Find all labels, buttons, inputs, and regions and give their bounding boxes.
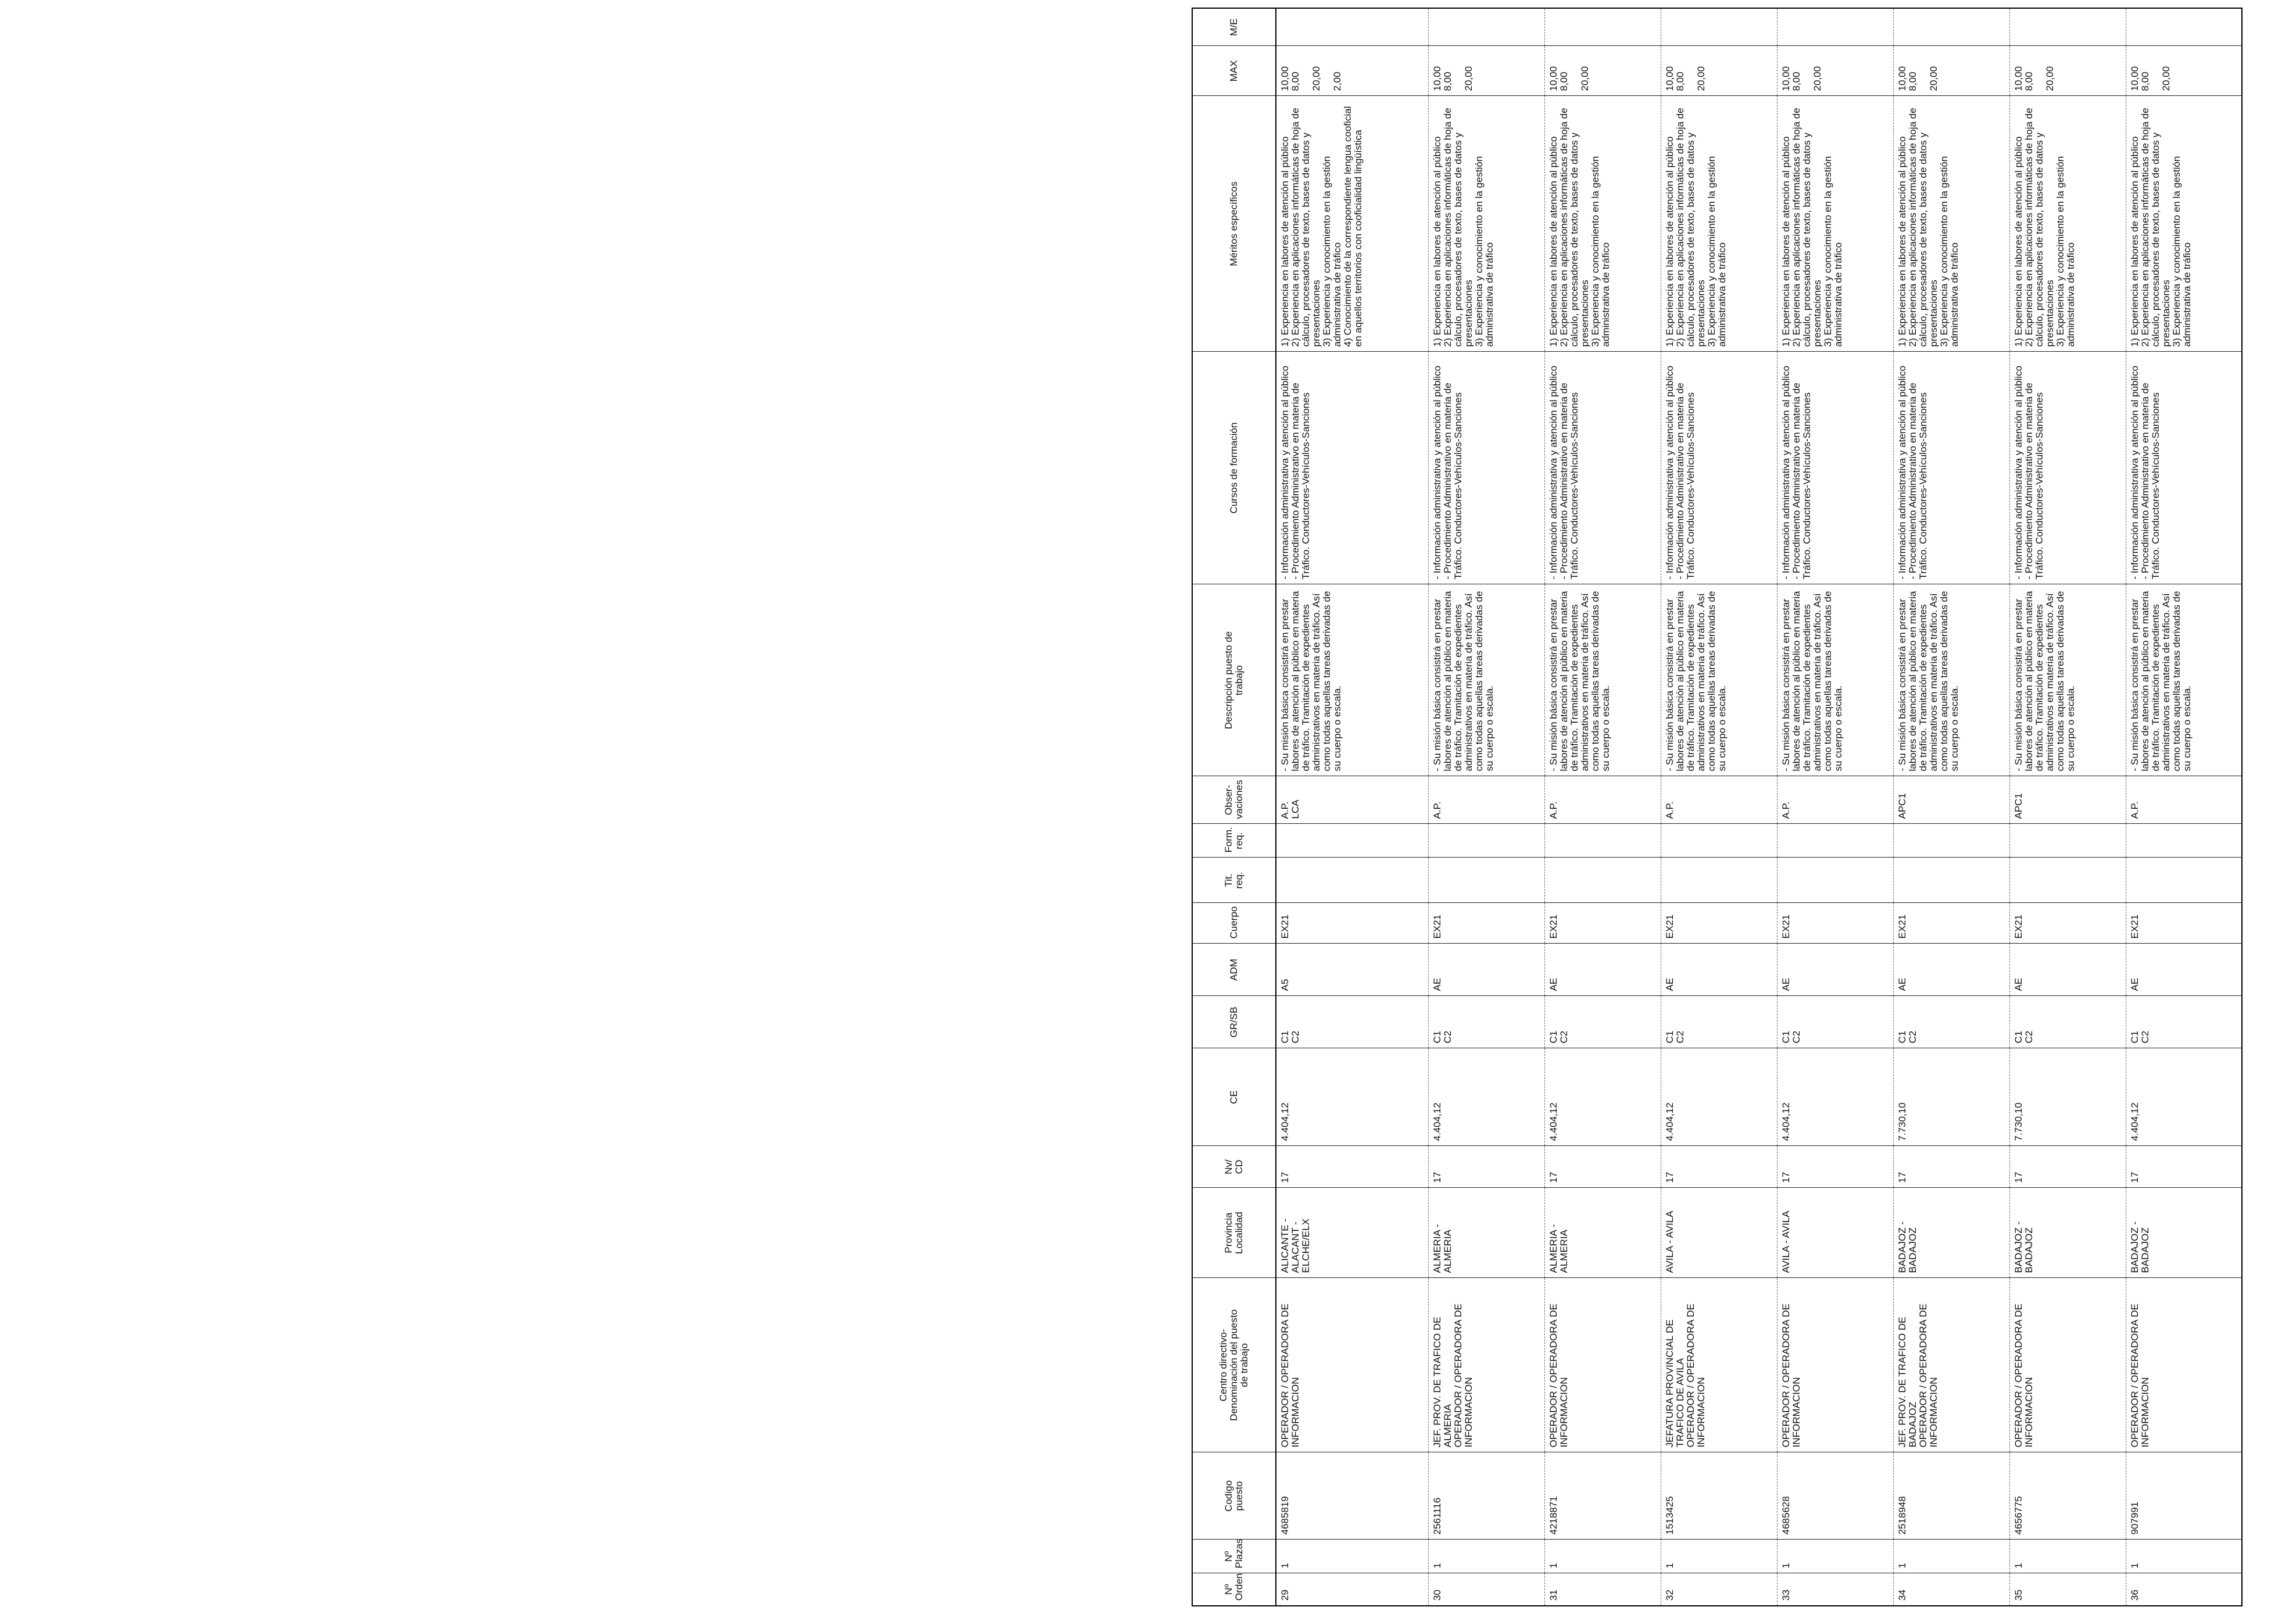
cell-descripcion: - Su misión básica consistirá en prestar labores de atención al público en materia de tráfico. Tramitación de expedientes administrativos en materia de tráfico. Así como todas aquellas tareas derivadas de su cuerpo o escala. [1893,584,2009,776]
cell-obs: A.P. [2126,776,2242,824]
cell-orden: 31 [1544,1573,1661,1606]
table-row [1428,8,1544,1606]
cell-provincia: BADAJOZ - BADAJOZ [2009,1188,2126,1278]
table-row [1777,8,1893,1606]
cell-nivel: 17 [2009,1146,2126,1188]
header-codigo: Codigo puesto [1192,1452,1276,1540]
cell-obs: APC1 [1893,776,2009,824]
header-grsb: GR/SB [1192,996,1276,1048]
position-name: OPERADOR / OPERADORA DE INFORMACION [1780,1304,1802,1448]
cell-cuerpo: EX21 [1661,903,1777,944]
cell-me [2009,8,2126,46]
header-descripcion: Descripción puesto de trabajo [1192,584,1276,776]
cell-form [1661,824,1777,858]
cell-max: 10,00 8,00 20,00 2,00 [1276,46,1428,96]
table-row [1661,8,1777,1606]
cell-max: 10,00 8,00 20,00 [1893,46,2009,96]
cell-cursos: - Información administrativa y atención al público - Procedimiento Administrativo en materia de Tráfico. Conductores-Vehículos-Sanciones [1544,352,1661,584]
cell-obs: A.P. [1544,776,1661,824]
cell-plazas: 1 [1276,1540,1428,1573]
cell-me [1893,8,2009,46]
header-plazas: Nº Plazas [1192,1540,1276,1573]
cell-cuerpo: EX21 [1893,903,2009,944]
cell-nivel: 17 [1777,1146,1893,1188]
table-row [2009,8,2126,1606]
cell-grsb: C1 C2 [1544,996,1661,1048]
cell-centro [1893,1278,2009,1452]
cell-nivel: 17 [2126,1146,2242,1188]
cell-codigo: 2561116 [1428,1452,1544,1540]
cell-grsb: C1 C2 [1428,996,1544,1048]
cell-tit [1661,858,1777,903]
cell-orden: 29 [1276,1573,1428,1606]
cell-plazas: 1 [2009,1540,2126,1573]
cell-nivel: 17 [1893,1146,2009,1188]
cell-centro [1276,1278,1428,1452]
cell-descripcion: - Su misión básica consistirá en prestar labores de atención al público en materia de tráfico. Tramitación de expedientes administrativos en materia de tráfico. Así como todas aquellas tareas derivadas de su cuerpo o escala. [2126,584,2242,776]
header-adm: ADM [1192,944,1276,996]
cell-grsb: C1 C2 [2009,996,2126,1048]
cell-centro [1544,1278,1661,1452]
cell-orden: 30 [1428,1573,1544,1606]
position-name: OPERADOR / OPERADORA DE INFORMACION [1917,1304,1939,1448]
cell-cursos: - Información administrativa y atención al público - Procedimiento Administrativo en materia de Tráfico. Conductores-Vehículos-Sanciones [2009,352,2126,584]
cell-me [1276,8,1428,46]
cell-adm: A5 [1276,944,1428,996]
cell-orden: 36 [2126,1573,2242,1606]
cell-codigo: 4218871 [1544,1452,1661,1540]
cell-centro [1661,1278,1777,1452]
cell-provincia: BADAJOZ - BADAJOZ [1893,1188,2009,1278]
cell-ce: 4.404,12 [1428,1048,1544,1146]
header-tit: Tit. req. [1192,858,1276,903]
cell-cursos: - Información administrativa y atención al público - Procedimiento Administrativo en materia de Tráfico. Conductores-Vehículos-Sanciones [1661,352,1777,584]
cell-adm: AE [1428,944,1544,996]
cell-tit [1777,858,1893,903]
cell-me [1428,8,1544,46]
job-positions-table [1192,8,2243,1606]
position-name: OPERADOR / OPERADORA DE INFORMACION [1685,1304,1707,1448]
header-ce: CE [1192,1048,1276,1146]
cell-tit [1544,858,1661,903]
position-name: OPERADOR / OPERADORA DE INFORMACION [1279,1304,1301,1448]
cell-nivel: 17 [1661,1146,1777,1188]
cell-centro [1428,1278,1544,1452]
cell-ce: 4.404,12 [1276,1048,1428,1146]
cell-adm: AE [1544,944,1661,996]
cell-codigo: 1513425 [1661,1452,1777,1540]
cell-meritos: 1) Experiencia en labores de atención al público 2) Experiencia en aplicaciones informáticas de hoja de cálculo, procesadores de texto, bases de datos y presentaciones 3) Experiencia y conocimiento en la gestión administrativa de tráfico 4) Conocimiento de la correspondiente lengua cooficial en aquellos territorios con cooficialidad lingüística [1276,96,1428,352]
cell-meritos: 1) Experiencia en labores de atención al público 2) Experiencia en aplicaciones informáticas de hoja de cálculo, procesadores de texto, bases de datos y presentaciones 3) Experiencia y conocimiento en la gestión administrativa de tráfico [1777,96,1893,352]
cell-cuerpo: EX21 [1428,903,1544,944]
cell-plazas: 1 [1777,1540,1893,1573]
cell-max: 10,00 8,00 20,00 [1544,46,1661,96]
cell-tit [2126,858,2242,903]
cell-plazas: 1 [1661,1540,1777,1573]
cell-plazas: 1 [2126,1540,2242,1573]
table-row [1276,8,1428,1606]
cell-me [1777,8,1893,46]
cell-meritos: 1) Experiencia en labores de atención al público 2) Experiencia en aplicaciones informáticas de hoja de cálculo, procesadores de texto, bases de datos y presentaciones 3) Experiencia y conocimiento en la gestión administrativa de tráfico [2009,96,2126,352]
cell-grsb: C1 C2 [1661,996,1777,1048]
cell-orden: 33 [1777,1573,1893,1606]
cell-adm: AE [1777,944,1893,996]
cell-nivel: 17 [1544,1146,1661,1188]
table-row [1544,8,1661,1606]
cell-cuerpo: EX21 [1777,903,1893,944]
cell-max: 10,00 8,00 20,00 [1428,46,1544,96]
cell-centro [2009,1278,2126,1452]
cell-form [1428,824,1544,858]
cell-ce: 4.404,12 [1661,1048,1777,1146]
cell-descripcion: - Su misión básica consistirá en prestar labores de atención al público en materia de tráfico. Tramitación de expedientes administrativos en materia de tráfico. Así como todas aquellas tareas derivadas de su cuerpo o escala. [1661,584,1777,776]
cell-provincia: BADAJOZ - BADAJOZ [2126,1188,2242,1278]
cell-cuerpo: EX21 [1276,903,1428,944]
cell-codigo: 4656775 [2009,1452,2126,1540]
cell-ce: 4.404,12 [1544,1048,1661,1146]
position-name: OPERADOR / OPERADORA DE INFORMACION [1452,1304,1474,1448]
cell-form [1777,824,1893,858]
cell-max: 10,00 8,00 20,00 [2126,46,2242,96]
cell-nivel: 17 [1276,1146,1428,1188]
cell-descripcion: - Su misión básica consistirá en prestar labores de atención al público en materia de tráfico. Tramitación de expedientes administrativos en materia de tráfico. Así como todas aquellas tareas derivadas de su cuerpo o escala. [1428,584,1544,776]
header-cursos: Cursos de formación [1192,352,1276,584]
cell-max: 10,00 8,00 20,00 [2009,46,2126,96]
header-row [1192,8,1276,1606]
cell-tit [1893,858,2009,903]
cell-plazas: 1 [1893,1540,2009,1573]
cell-tit [1276,858,1428,903]
cell-codigo: 4685819 [1276,1452,1428,1540]
cell-adm: AE [2009,944,2126,996]
cell-meritos: 1) Experiencia en labores de atención al público 2) Experiencia en aplicaciones informáticas de hoja de cálculo, procesadores de texto, bases de datos y presentaciones 3) Experiencia y conocimiento en la gestión administrativa de tráfico [2126,96,2242,352]
cell-form [1544,824,1661,858]
cell-adm: AE [1661,944,1777,996]
cell-cursos: - Información administrativa y atención al público - Procedimiento Administrativo en materia de Tráfico. Conductores-Vehículos-Sanciones [1276,352,1428,584]
cell-provincia: ALICANTE - ALACANT - ELCHE/ELX [1276,1188,1428,1278]
header-nivel: Nv/ CD [1192,1146,1276,1188]
cell-provincia: AVILA - AVILA [1777,1188,1893,1278]
cell-provincia: ALMERIA - ALMERIA [1544,1188,1661,1278]
cell-centro [1777,1278,1893,1452]
cell-descripcion: - Su misión básica consistirá en prestar labores de atención al público en materia de tráfico. Tramitación de expedientes administrativos en materia de tráfico. Así como todas aquellas tareas derivadas de su cuerpo o escala. [1777,584,1893,776]
cell-provincia: ALMERIA - ALMERIA [1428,1188,1544,1278]
cell-meritos: 1) Experiencia en labores de atención al público 2) Experiencia en aplicaciones informáticas de hoja de cálculo, procesadores de texto, bases de datos y presentaciones 3) Experiencia y conocimiento en la gestión administrativa de tráfico [1661,96,1777,352]
cell-me [1544,8,1661,46]
cell-orden: 34 [1893,1573,2009,1606]
cell-plazas: 1 [1428,1540,1544,1573]
cell-obs: A.P. [1661,776,1777,824]
cell-plazas: 1 [1544,1540,1661,1573]
header-meritos: Méritos específicos [1192,96,1276,352]
cell-form [1276,824,1428,858]
cell-max: 10,00 8,00 20,00 [1777,46,1893,96]
cell-me [1661,8,1777,46]
cell-provincia: AVILA - AVILA [1661,1188,1777,1278]
cell-adm: AE [1893,944,2009,996]
cell-centro [2126,1278,2242,1452]
cell-orden: 32 [1661,1573,1777,1606]
cell-form [2009,824,2126,858]
cell-ce: 4.404,12 [2126,1048,2242,1146]
cell-meritos: 1) Experiencia en labores de atención al público 2) Experiencia en aplicaciones informáticas de hoja de cálculo, procesadores de texto, bases de datos y presentaciones 3) Experiencia y conocimiento en la gestión administrativa de tráfico [1428,96,1544,352]
cell-descripcion: - Su misión básica consistirá en prestar labores de atención al público en materia de tráfico. Tramitación de expedientes administrativos en materia de tráfico. Así como todas aquellas tareas derivadas de su cuerpo o escala. [1276,584,1428,776]
table-body [1276,8,2242,1606]
cell-form [2126,824,2242,858]
position-name: OPERADOR / OPERADORA DE INFORMACION [1547,1304,1569,1448]
cell-ce: 7.730,10 [2009,1048,2126,1146]
header-centro: Centro directivo- Denominación del puesto de trabajo [1192,1278,1276,1452]
cell-descripcion: - Su misión básica consistirá en prestar labores de atención al público en materia de tráfico. Tramitación de expedientes administrativos en materia de tráfico. Así como todas aquellas tareas derivadas de su cuerpo o escala. [2009,584,2126,776]
cell-grsb: C1 C2 [1276,996,1428,1048]
header-orden: Nº Orden [1192,1573,1276,1606]
cell-codigo: 4685628 [1777,1452,1893,1540]
centro-directivo-header: JEF. PROV. DE TRAFICO DE BADAJOZ [1896,1316,1918,1448]
header-form: Form. req. [1192,824,1276,858]
cell-cursos: - Información administrativa y atención al público - Procedimiento Administrativo en materia de Tráfico. Conductores-Vehículos-Sanciones [1777,352,1893,584]
cell-obs: A.P. [1777,776,1893,824]
cell-tit [2009,858,2126,903]
cell-me [2126,8,2242,46]
cell-nivel: 17 [1428,1146,1544,1188]
cell-max: 10,00 8,00 20,00 [1661,46,1777,96]
cell-cursos: - Información administrativa y atención al público - Procedimiento Administrativo en materia de Tráfico. Conductores-Vehículos-Sanciones [1893,352,2009,584]
table-row [2126,8,2242,1606]
cell-descripcion: - Su misión básica consistirá en prestar labores de atención al público en materia de tráfico. Tramitación de expedientes administrativos en materia de tráfico. Así como todas aquellas tareas derivadas de su cuerpo o escala. [1544,584,1661,776]
header-me: M/E [1192,8,1276,46]
position-name: OPERADOR / OPERADORA DE INFORMACION [2129,1304,2151,1448]
cell-grsb: C1 C2 [1893,996,2009,1048]
cell-obs: APC1 [2009,776,2126,824]
header-provincia: Provincia Localidad [1192,1188,1276,1278]
cell-cursos: - Información administrativa y atención al público - Procedimiento Administrativo en materia de Tráfico. Conductores-Vehículos-Sanciones [1428,352,1544,584]
cell-meritos: 1) Experiencia en labores de atención al público 2) Experiencia en aplicaciones informáticas de hoja de cálculo, procesadores de texto, bases de datos y presentaciones 3) Experiencia y conocimiento en la gestión administrativa de tráfico [1893,96,2009,352]
cell-codigo: 907991 [2126,1452,2242,1540]
rotated-page [1192,9,2296,1606]
cell-obs: A.P. LCA [1276,776,1428,824]
position-name: OPERADOR / OPERADORA DE INFORMACION [2012,1304,2034,1448]
cell-form [1893,824,2009,858]
cell-grsb: C1 C2 [1777,996,1893,1048]
cell-tit [1428,858,1544,903]
cell-cursos: - Información administrativa y atención al público - Procedimiento Administrativo en materia de Tráfico. Conductores-Vehículos-Sanciones [2126,352,2242,584]
cell-adm: AE [2126,944,2242,996]
header-cuerpo: Cuerpo [1192,903,1276,944]
header-max: MAX [1192,46,1276,96]
cell-codigo: 2518948 [1893,1452,2009,1540]
cell-orden: 35 [2009,1573,2126,1606]
cell-cuerpo: EX21 [2126,903,2242,944]
cell-obs: A.P. [1428,776,1544,824]
cell-ce: 7.730,10 [1893,1048,2009,1146]
centro-directivo-header: JEFATURA PROVINCIAL DE TRAFICO DE AVILA [1664,1319,1686,1448]
centro-directivo-header: JEF. PROV. DE TRAFICO DE ALMERIA [1431,1316,1453,1448]
header-obs: Obser- vaciones [1192,776,1276,824]
cell-ce: 4.404,12 [1777,1048,1893,1146]
cell-cuerpo: EX21 [2009,903,2126,944]
cell-grsb: C1 C2 [2126,996,2242,1048]
cell-cuerpo: EX21 [1544,903,1661,944]
cell-meritos: 1) Experiencia en labores de atención al público 2) Experiencia en aplicaciones informáticas de hoja de cálculo, procesadores de texto, bases de datos y presentaciones 3) Experiencia y conocimiento en la gestión administrativa de tráfico [1544,96,1661,352]
table-row [1893,8,2009,1606]
